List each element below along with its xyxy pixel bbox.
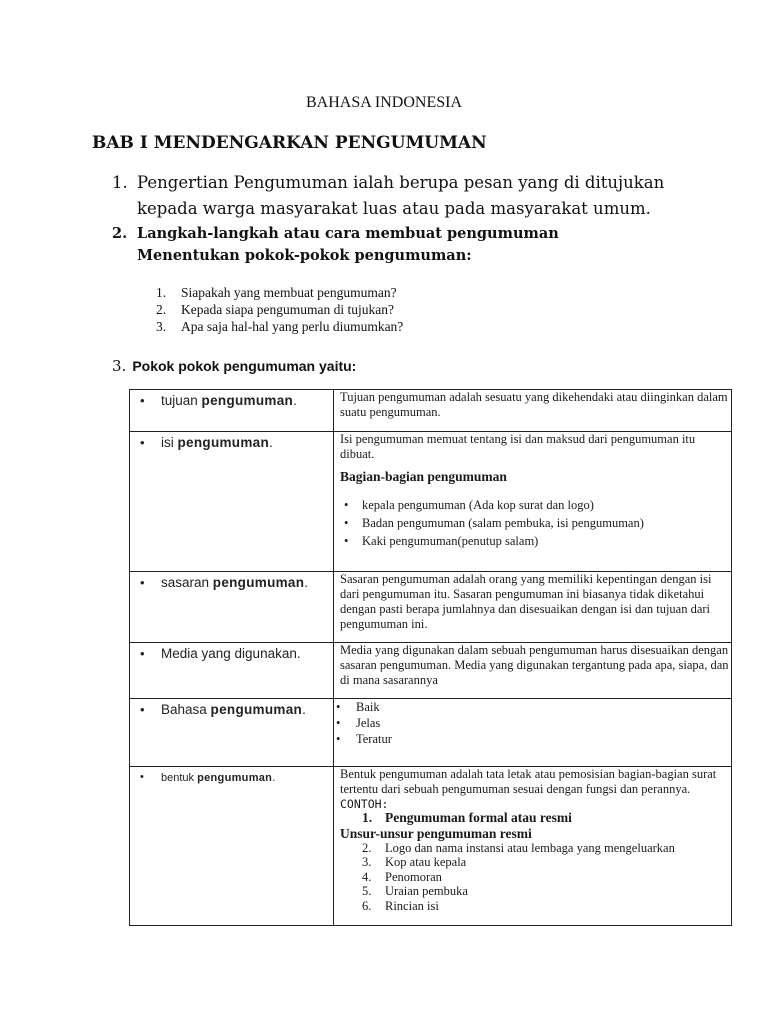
list-item	[340, 884, 729, 899]
desc-text: Tujuan pengumuman adalah sesuatu yang dikehendaki atau diinginkan dalam suatu pengumuman.	[340, 390, 728, 419]
list-item: • Baik	[340, 699, 729, 715]
list-item	[340, 841, 729, 856]
bullet-icon: •	[140, 435, 145, 450]
term-bold: pengumuman	[197, 772, 273, 784]
term-text: tujuan	[161, 393, 202, 408]
table-cell-desc	[334, 572, 732, 643]
term-text: bentuk	[161, 772, 198, 784]
list-item-text: Kop atau kepala	[385, 855, 467, 869]
table-cell-term	[130, 432, 334, 572]
term-text: Media yang digunakan.	[161, 646, 301, 661]
term-label	[130, 699, 333, 717]
list-item-text: Apa saja hal-hal yang perlu diumumkan?	[181, 319, 404, 334]
list-item-number: 1.	[156, 285, 167, 300]
term-suffix: .	[302, 702, 306, 717]
table-cell-desc	[334, 390, 732, 432]
term-label	[130, 432, 333, 450]
table-cell-term	[130, 643, 334, 699]
list-item	[156, 318, 403, 335]
term-label	[130, 390, 333, 408]
table-row	[130, 643, 732, 699]
desc-text: Isi pengumuman memuat tentang isi dan maksud dari pengumuman itu dibuat.	[340, 432, 696, 461]
chapter-heading: BAB I MENDENGARKAN PENGUMUMAN	[92, 133, 487, 153]
bullet-icon: •	[140, 771, 144, 783]
term-text: Bahasa	[161, 702, 211, 717]
steps-number: 2.	[112, 225, 128, 242]
subheading: Bagian-bagian pengumuman	[340, 469, 507, 484]
list-item-text: Siapakah yang membuat pengumuman?	[181, 285, 397, 300]
document-title: BAHASA INDONESIA	[305, 94, 462, 111]
desc-block	[334, 572, 731, 632]
term-suffix: .	[269, 435, 273, 450]
desc-text: Bentuk pengumuman adalah tata letak atau pemosisian bagian-bagian surat tertentu dari sebuah pengumuman sesuai dengan fungsi dan perannya.	[340, 767, 717, 796]
definition-number: 1.	[112, 173, 128, 192]
table-cell-term	[130, 572, 334, 643]
list-item-number: 3.	[156, 319, 167, 334]
formal-list	[340, 811, 729, 826]
table-row	[130, 699, 732, 767]
points-table	[129, 389, 732, 926]
term-suffix: .	[304, 575, 309, 590]
table-cell-term	[130, 390, 334, 432]
bullet-icon: •	[140, 646, 145, 661]
list-item-number: 3.	[362, 855, 372, 869]
steps-item	[112, 223, 559, 267]
list-item	[340, 899, 729, 914]
desc-text: Sasaran pengumuman adalah orang yang memiliki kepentingan dengan isi dari pengumuman itu. Sasaran pengumuman ini biasanya tidak diketahui dengan pasti berapa jumlahnya dan disesuaikan dengan isi dan tujuan dari pengumuman ini.	[340, 572, 712, 631]
list-item: • Jelas	[340, 715, 729, 731]
table-cell-term	[130, 767, 334, 926]
list-item	[340, 811, 729, 826]
term-bold: pengumuman	[210, 702, 303, 717]
list-item-number: 5.	[362, 884, 372, 898]
list-item-text: Logo dan nama instansi atau lembaga yang mengeluarkan	[385, 840, 675, 855]
points-heading-text: Pokok pokok pengumuman yaitu:	[132, 358, 357, 374]
example-label: CONTOH:	[340, 797, 389, 811]
table-row	[130, 390, 732, 432]
list-item-number: 2.	[156, 302, 167, 317]
term-suffix: .	[293, 393, 297, 408]
list-item-number: 1.	[362, 810, 373, 825]
desc-block	[334, 699, 731, 747]
table-cell-desc	[334, 432, 732, 572]
bullet-icon: •	[140, 702, 145, 717]
elements-heading: Unsur-unsur pengumuman resmi	[340, 825, 532, 841]
term-bold: pengumuman	[201, 393, 294, 408]
table-cell-term	[130, 699, 334, 767]
question-list	[156, 284, 403, 335]
points-heading	[112, 357, 356, 375]
term-bold: pengumuman	[177, 435, 270, 450]
list-item-number: 2.	[362, 840, 372, 855]
bullet-icon: •	[140, 575, 145, 590]
term-label	[130, 767, 333, 784]
elements-list	[340, 841, 729, 914]
table-cell-desc	[334, 699, 732, 767]
list-item-number: 6.	[362, 898, 372, 913]
list-item-text: Pengumuman formal atau resmi	[385, 810, 572, 825]
term-suffix: .	[272, 772, 276, 784]
table-row	[130, 572, 732, 643]
term-bold: pengumuman	[212, 575, 305, 590]
list-item	[340, 855, 729, 870]
list-item-text: Penomoran	[385, 869, 442, 884]
list-item: • Kaki pengumuman(penutup salam)	[340, 532, 729, 550]
table-row	[130, 767, 732, 926]
table-cell-desc	[334, 767, 732, 926]
list-item: • Badan pengumuman (salam pembuka, isi pengumuman)	[340, 514, 729, 532]
list-item	[156, 301, 403, 318]
definition-item	[112, 170, 692, 222]
term-text: isi	[161, 435, 178, 450]
desc-block	[334, 643, 731, 688]
table-row	[130, 432, 732, 572]
steps-line-1: Langkah-langkah atau cara membuat pengumuman	[137, 225, 559, 242]
list-item: • Teratur	[340, 731, 729, 747]
term-label	[130, 572, 333, 590]
term-text: sasaran	[161, 575, 213, 590]
list-item-text: Kepada siapa pengumuman di tujukan?	[181, 302, 394, 317]
list-item	[156, 284, 403, 301]
language-list	[340, 699, 729, 747]
points-number: 3.	[112, 357, 127, 375]
desc-block	[334, 390, 731, 420]
desc-block	[334, 767, 731, 913]
list-item-text: Rincian isi	[385, 898, 439, 913]
desc-text: Media yang digunakan dalam sebuah pengumuman harus disesuaikan dengan sasaran pengumuman. Media yang digunakan tergantung pada apa, siapa, dan di mana sasarannya	[340, 643, 729, 687]
bullet-icon: •	[140, 393, 145, 408]
definition-text: Pengertian Pengumuman ialah berupa pesan yang di ditujukan kepada warga masyarakat luas atau pada masyarakat umum.	[137, 173, 665, 218]
list-item: • kepala pengumuman (Ada kop surat dan logo)	[340, 496, 729, 514]
steps-line-2: Menentukan pokok-pokok pengumuman:	[137, 247, 472, 264]
list-item-text: Uraian pembuka	[385, 884, 468, 898]
desc-block	[334, 432, 731, 550]
list-item	[340, 870, 729, 885]
term-label	[130, 643, 333, 661]
table-cell-desc	[334, 643, 732, 699]
parts-list	[340, 496, 729, 550]
list-item-number: 4.	[362, 869, 372, 884]
